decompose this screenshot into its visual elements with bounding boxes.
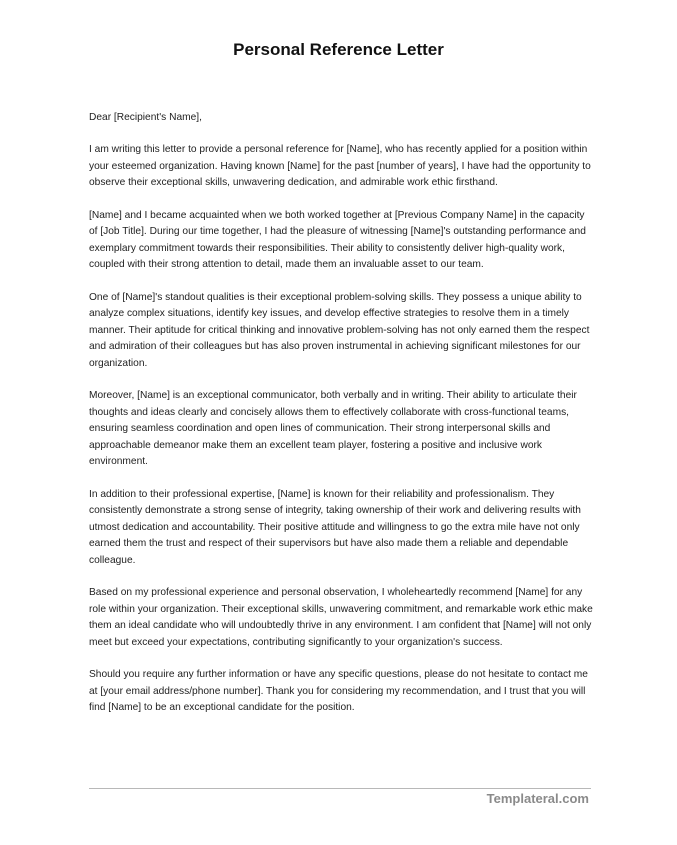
page-title: Personal Reference Letter [233, 40, 444, 59]
footer-divider [89, 788, 591, 789]
footer-brand: Templateral.com [486, 791, 589, 806]
paragraph-intro: I am writing this letter to provide a personal reference for [Name], who has recently applied for a position within your esteemed organization. Having known [Name] for the past [number of years], I have had the opportunity to observe their exceptional skills, unwavering dedication, and admirable work ethic firsthand. [89, 144, 591, 189]
paragraph-closing: Should you require any further information or have any specific questions, please do not hesitate to contact me at [your email address/phone number]. Thank you for considering my recommendation, and I trust that you will find [Name] to be an exceptional candidate for the position. [89, 669, 588, 714]
salutation: Dear [Recipient's Name], [89, 112, 202, 123]
paragraph-recommendation: Based on my professional experience and personal observation, I wholeheartedly recommend [Name] for any role within your organization. Their exceptional skills, unwavering commitment, and remarkable work ethic make them an ideal candidate who will undoubtedly thrive in any environment. I am confident that [Name] will not only meet but exceed your expectations, contributing significantly to your organization's success. [89, 587, 593, 648]
paragraph-reliability: In addition to their professional expertise, [Name] is known for their reliability and professionalism. They consistently demonstrate a strong sense of integrity, taking ownership of their work and delivering results with utmost dedication and accountability. Their positive attitude and willingness to go the extra mile have not only earned them the trust and respect of their supervisors but have also made them a reliable and dependable colleague. [89, 488, 581, 566]
paragraph-acquaintance: [Name] and I became acquainted when we both worked together at [Previous Company Name] in the capacity of [Job Title]. During our time together, I had the pleasure of witnessing [Name]'s outstanding performance and exemplary commitment towards their responsibilities. Their ability to consistently deliver high-quality work, coupled with their strong attention to detail, made them an invaluable asset to our team. [89, 210, 586, 271]
letter-body [89, 110, 593, 733]
paragraph-communication: Moreover, [Name] is an exceptional communicator, both verbally and in writing. Their ability to articulate their thoughts and ideas clearly and concisely allows them to effectively collaborate with cross-functional teams, ensuring seamless coordination and open lines of communication. Their strong interpersonal skills and approachable demeanor make them an excellent team player, fostering a positive and inclusive work environment. [89, 390, 577, 468]
paragraph-problem-solving: One of [Name]'s standout qualities is their exceptional problem-solving skills. They possess a unique ability to analyze complex situations, identify key issues, and develop effective strategies to resolve them in a timely manner. Their aptitude for critical thinking and innovative problem-solving has not only earned them the respect and admiration of their colleagues but has also proven instrumental in achieving significant milestones for our organization. [89, 292, 590, 369]
